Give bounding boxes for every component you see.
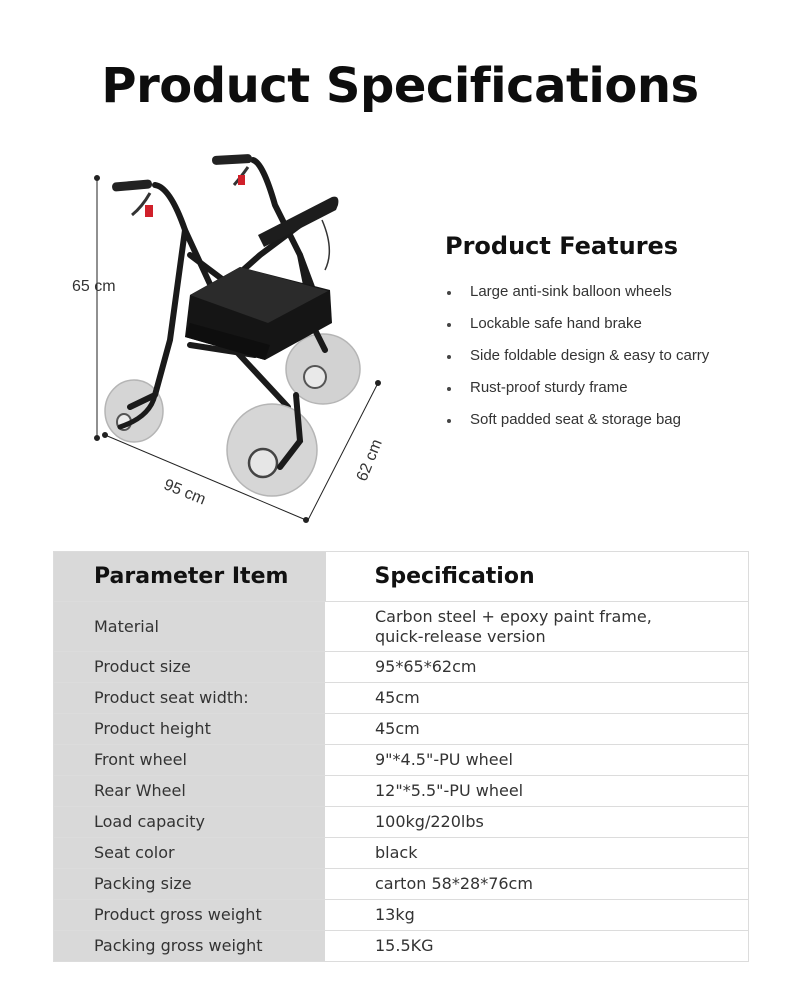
table-row [54,900,749,931]
header-specification: Specification [326,552,749,602]
spec-cell: 45cm [326,683,749,714]
feature-item: Rust-proof sturdy frame [445,378,775,410]
page-title: Product Specifications [101,58,699,114]
table-header-row [54,552,749,602]
right-brake-icon [238,175,245,185]
spec-cell: 15.5KG [326,931,749,962]
spec-cell: black [326,838,749,869]
header-parameter-item: Parameter Item [54,552,326,602]
spec-cell [326,602,749,652]
spec-cell: 12"*5.5"-PU wheel [326,776,749,807]
features-list [445,282,775,442]
spec-cell: 9"*4.5"-PU wheel [326,745,749,776]
specification-table [53,551,749,962]
length-label: 95 cm [161,476,209,509]
param-cell: Front wheel [54,745,326,776]
param-cell: Product gross weight [54,900,326,931]
param-cell: Product seat width: [54,683,326,714]
handles [112,154,253,217]
spec-cell: 100kg/220lbs [326,807,749,838]
table-row [54,745,749,776]
height-label: 65 cm [72,278,116,295]
table-row [54,683,749,714]
feature-item: Soft padded seat & storage bag [445,410,775,442]
feature-item: Side foldable design & easy to carry [445,346,775,378]
param-cell: Seat color [54,838,326,869]
param-cell: Rear Wheel [54,776,326,807]
param-cell: Material [54,602,326,652]
features-title: Product Features [445,232,679,260]
table-row [54,776,749,807]
param-cell: Product height [54,714,326,745]
spec-line: Carbon steel + epoxy paint frame, [375,606,652,626]
table-row [54,869,749,900]
table-row [54,931,749,962]
table-row [54,838,749,869]
spec-line: quick-release version [375,626,546,646]
param-cell: Packing gross weight [54,931,326,962]
width-label: 62 cm [353,437,386,484]
param-cell: Load capacity [54,807,326,838]
spec-cell: 95*65*62cm [326,652,749,683]
feature-item: Large anti-sink balloon wheels [445,282,775,314]
param-cell: Packing size [54,869,326,900]
table-row [54,652,749,683]
table-row [54,807,749,838]
left-brake-icon [145,205,153,217]
table-row [54,602,749,652]
backrest [258,197,338,247]
table-row [54,714,749,745]
front-right-wheel [227,395,317,496]
spec-cell: carton 58*28*76cm [326,869,749,900]
spec-cell: 45cm [326,714,749,745]
feature-item: Lockable safe hand brake [445,314,775,346]
param-cell: Product size [54,652,326,683]
rollator-illustration [60,145,420,535]
product-image [60,145,420,535]
product-features [445,232,775,442]
spec-cell: 13kg [326,900,749,931]
